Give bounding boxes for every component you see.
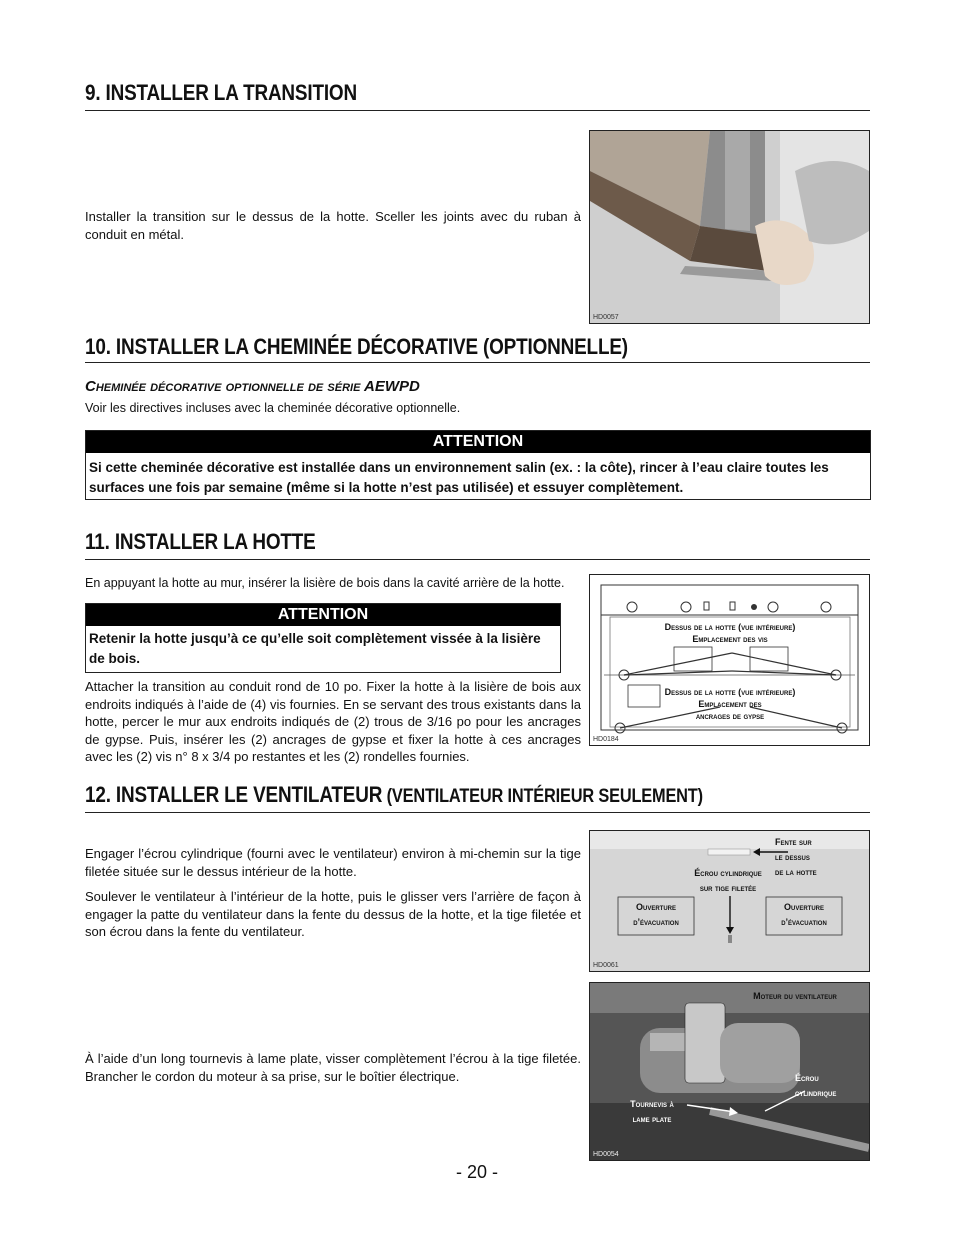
photo-label: Fente sur <box>775 837 812 847</box>
section-11-text-2: Attacher la transition au conduit rond de 10 po. Fixer la hotte à la lisière de bois aux endroits indiqués à l’aide de (4) vis fournies. En se servant des trous existants dans la hotte, percer le mur aux endroits indiqués de (2) trous de 3/16 po pour les ancrages de gypse. Puis, insérer les (2) ancrages de gypse et fixer la hotte à ces ancrages avec les (2) vis n° 8 x 3/4 po restantes et les (2) rondelles fournies. <box>85 679 581 764</box>
section-9-text: Installer la transition sur le dessus de la hotte. Sceller les joints avec du ruban à conduit en métal. <box>85 209 581 242</box>
section-10-subtitle: Cheminée décorative optionnelle de série AEWPD <box>85 378 420 395</box>
section-12-title-note: (VENTILATEUR INTÉRIEUR SEULEMENT) <box>382 786 703 807</box>
attention-heading: ATTENTION <box>86 604 560 626</box>
diagram-label: Dessus de la hotte (vue intérieure) <box>664 687 796 697</box>
photo-label: d’évacuation <box>633 917 679 927</box>
section-9-title: 9. INSTALLER LA TRANSITION <box>85 80 357 105</box>
diagram-label: ancrages de gypse <box>695 711 765 721</box>
section-10-text: Voir les directives incluses avec la cheminée décorative optionnelle. <box>85 401 461 415</box>
photo-code: HD0054 <box>593 1151 619 1158</box>
photo-label: Moteur du ventilateur <box>753 991 837 1001</box>
photo-label: Ouverture <box>783 902 824 912</box>
fan-slot-photo <box>589 830 870 972</box>
divider <box>85 559 870 560</box>
photo-label: Écrou <box>795 1073 819 1083</box>
attention-heading: ATTENTION <box>86 431 870 453</box>
page-number: - 20 - <box>455 1162 498 1182</box>
photo-label: Tournevis à <box>630 1099 674 1109</box>
section-12-title <box>85 782 703 808</box>
diagram-code: HD0184 <box>593 736 619 743</box>
photo-label: lame plate <box>632 1114 672 1124</box>
attention-box-chimney <box>85 430 871 500</box>
photo-label: Écrou cylindrique <box>694 868 762 878</box>
transition-photo <box>589 130 870 324</box>
hood-diagram <box>589 574 870 746</box>
section-12-title-main: 12. INSTALLER LE VENTILATEUR <box>85 782 383 807</box>
section-12-text-3: À l’aide d’un long tournevis à lame plate, visser complètement l’écrou à la tige filetée. Brancher le cordon du moteur à sa prise, sur le boîtier électrique. <box>85 1051 581 1084</box>
photo-label: Ouverture <box>635 902 676 912</box>
photo-label: le dessus <box>775 852 810 862</box>
diagram-label: Emplacement des vis <box>692 634 768 644</box>
photo-code: HD0057 <box>593 314 619 321</box>
section-12-text-2: Soulever le ventilateur à l’intérieur de la hotte, puis le glisser vers l’arrière de façon à engager la patte du ventilateur dans la fente du dessus de la hotte, et la tige filetée et son écrou dans la fente du ventilateur. <box>85 889 581 939</box>
diagram-label: Emplacement des <box>698 699 762 709</box>
section-11-text-1: En appuyant la hotte au mur, insérer la lisière de bois dans la cavité arrière de la hotte. <box>85 576 565 590</box>
photo-label: sur tige filetée <box>699 883 757 893</box>
section-10-title: 10. INSTALLER LA CHEMINÉE DÉCORATIVE (OPTIONNELLE) <box>85 334 628 359</box>
divider <box>85 362 870 363</box>
divider <box>85 110 870 111</box>
attention-box-hood <box>85 603 561 673</box>
section-12-text-1: Engager l’écrou cylindrique (fourni avec le ventilateur) environ à mi-chemin sur la tige filetée située sur le dessus intérieur de la hotte. <box>85 846 581 879</box>
photo-code: HD0061 <box>593 962 619 969</box>
photo-label: d’évacuation <box>781 917 827 927</box>
attention-text: Si cette cheminée décorative est installée dans un environnement salin (ex. : la côte), rincer à l’eau claire toutes les surfaces une fois par semaine (même si la hotte n’est pas utilisée) et essuyer complètement. <box>89 460 829 495</box>
photo-label: de la hotte <box>775 867 817 877</box>
section-11-title: 11. INSTALLER LA HOTTE <box>85 529 316 554</box>
photo-label: cylindrique <box>795 1088 837 1098</box>
fan-motor-photo <box>589 982 870 1161</box>
transition-photo-image <box>590 131 869 323</box>
divider <box>85 812 870 813</box>
diagram-label: Dessus de la hotte (vue intérieure) <box>664 622 796 632</box>
attention-text: Retenir la hotte jusqu’à ce qu’elle soit complètement vissée à la lisière de bois. <box>89 631 541 666</box>
